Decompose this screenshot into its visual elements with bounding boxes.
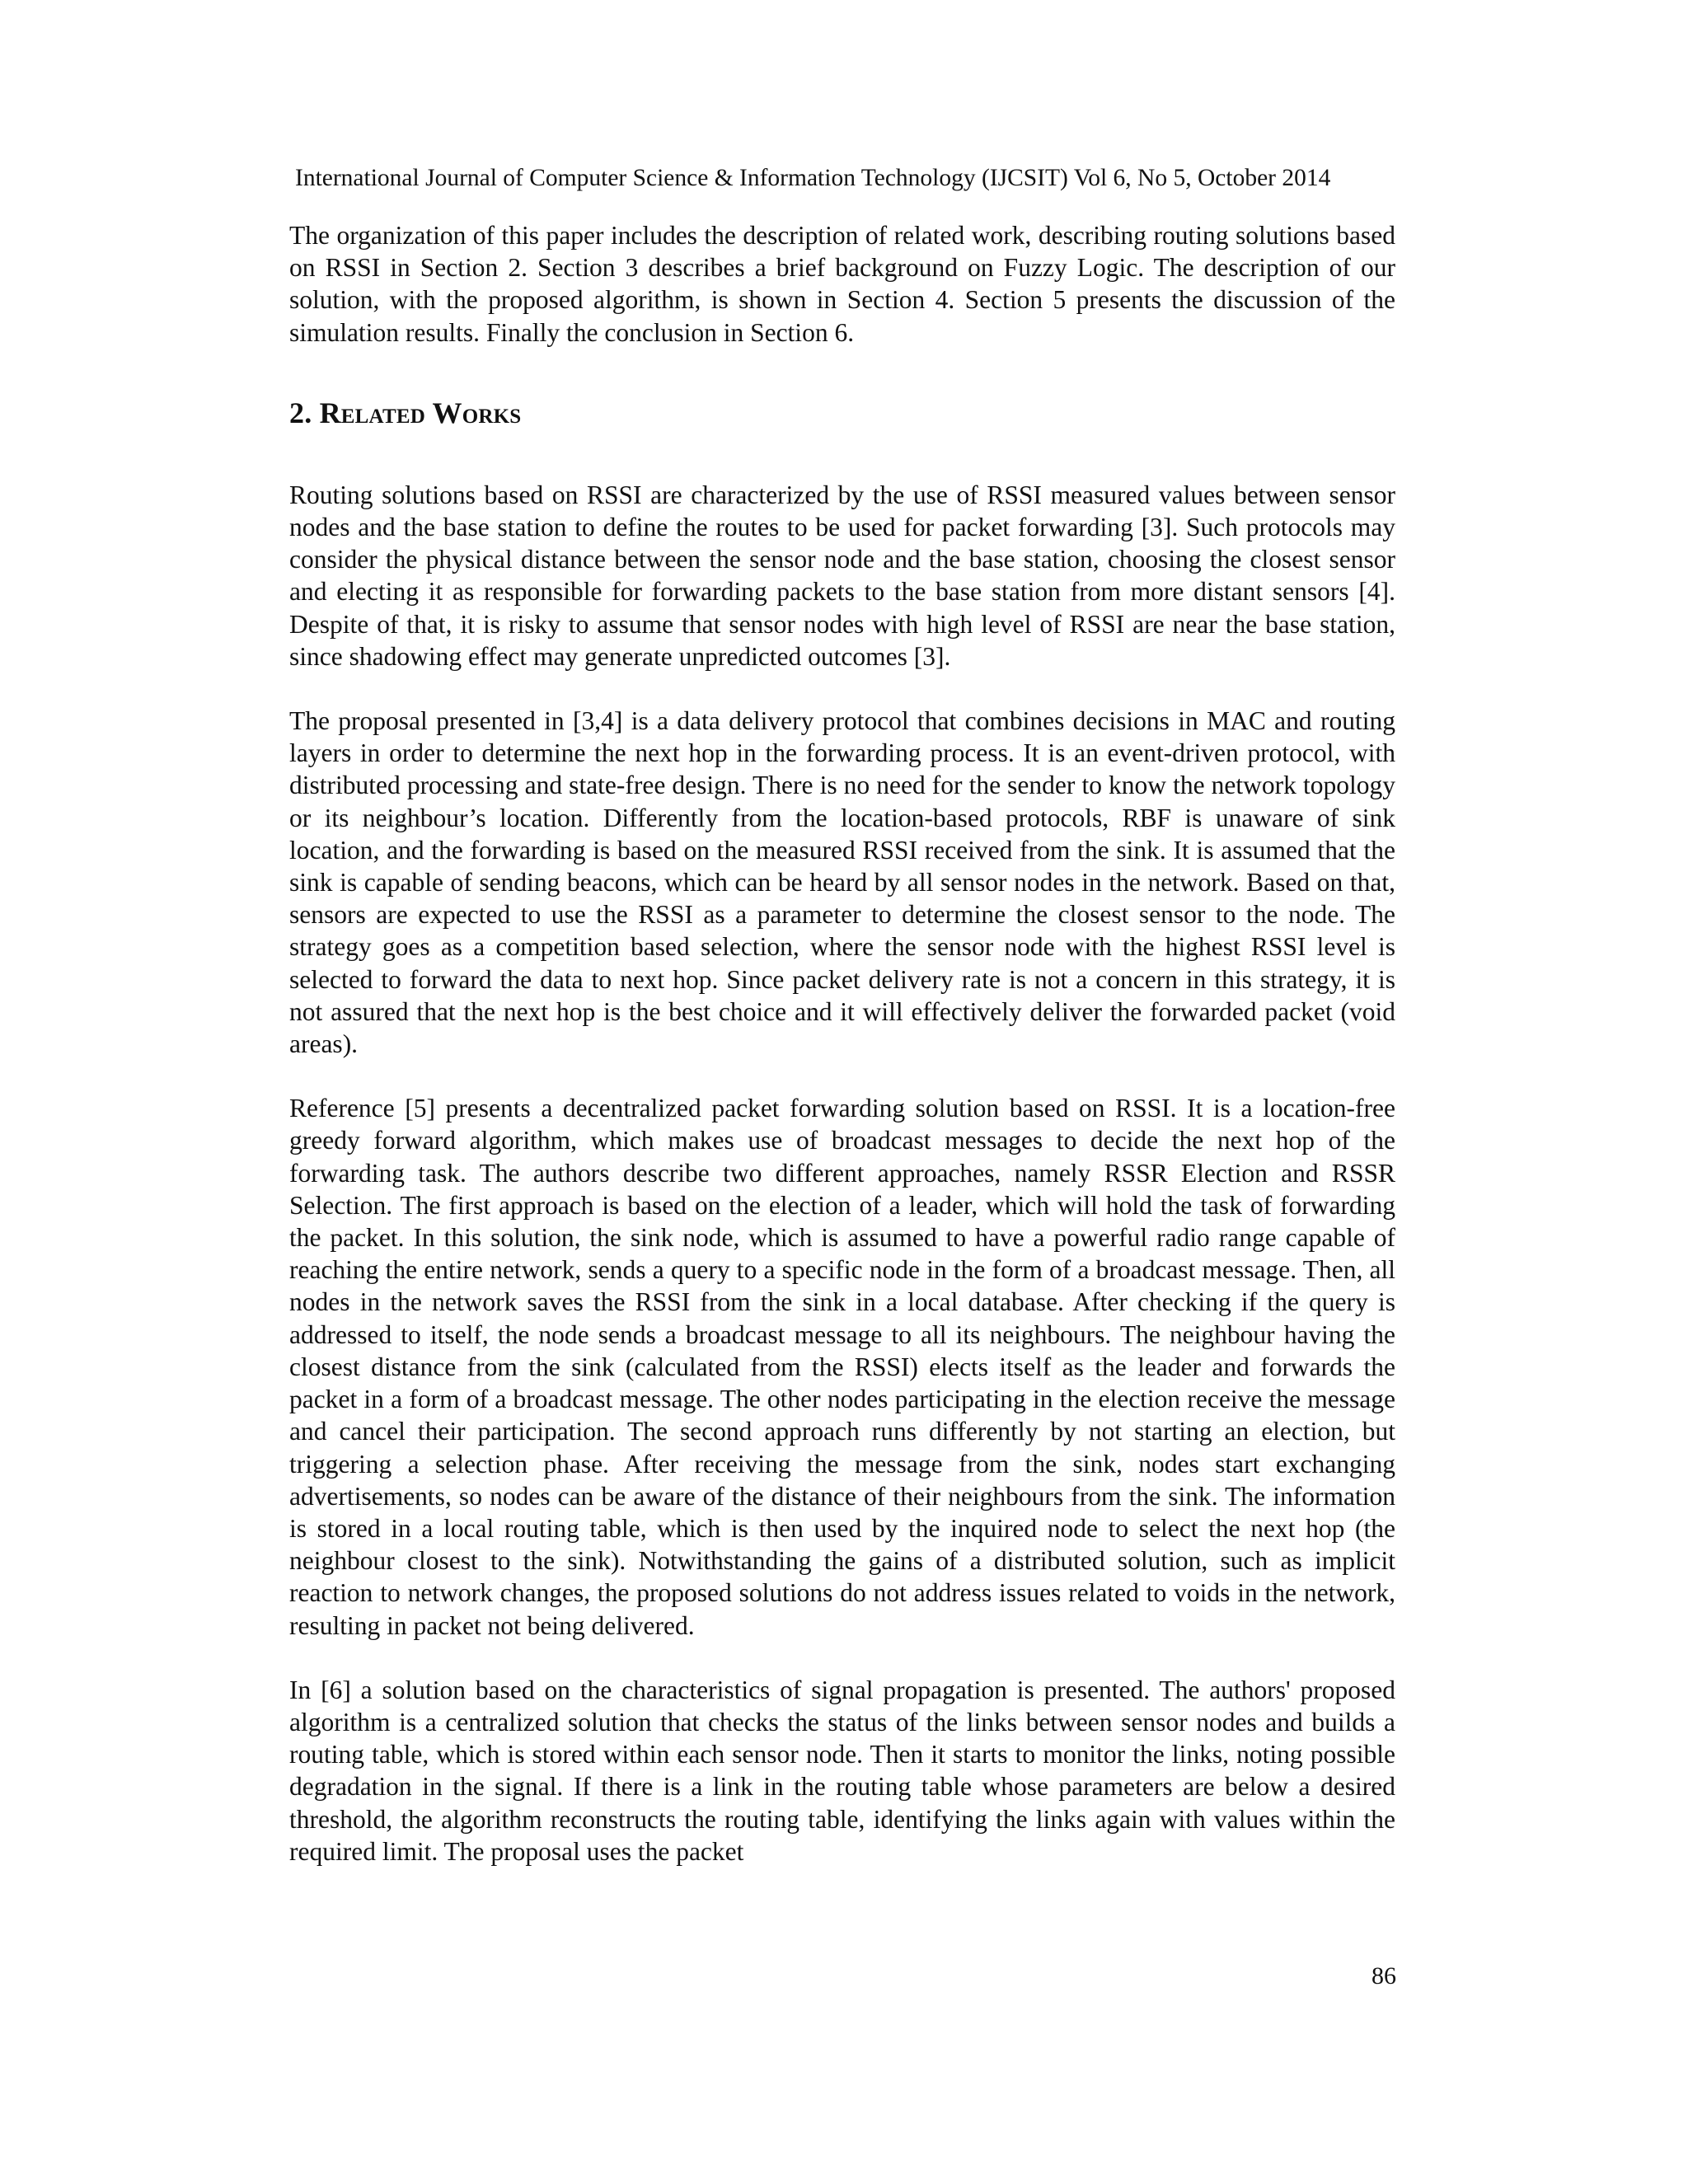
running-header: International Journal of Computer Science & Information Technology (IJCSIT) Vol 6, No 5, October 2014 — [295, 165, 1331, 191]
page-number: 86 — [1372, 1962, 1396, 1990]
paragraph-rssr-approaches: Reference [5] presents a decentralized packet forwarding solution based on RSSI. It is a location-free greedy forward algorithm, which makes use of broadcast messages to decide the next hop of the forwarding task. The authors describe two different approaches, namely RSSR Election and RSSR Selection. The first approach is based on the election of a leader, which will hold the task of forwarding the packet. In this solution, the sink node, which is assumed to have a powerful radio range capable of reaching the entire network, sends a query to a specific node in the form of a broadcast message. Then, all nodes in the network saves the RSSI from the sink in a local database. After checking if the query is addressed to itself, the node sends a broadcast message to all its neighbours. The neighbour having the closest distance from the sink (calculated from the RSSI) elects itself as the leader and forwards the packet in a form of a broadcast message. The other nodes participating in the election receive the message and cancel their participation. The second approach runs differently by not starting an election, but triggering a selection phase. After receiving the message from the sink, nodes start exchanging advertisements, so nodes can be aware of the distance of their neighbours from the sink. The information is stored in a local routing table, which is then used by the inquired node to select the next hop (the neighbour closest to the sink). Notwithstanding the gains of a distributed solution, such as implicit reaction to network changes, the proposed solutions do not address issues related to voids in the network, resulting in packet not being delivered. — [289, 1094, 1395, 1640]
paragraph-rbf-protocol: The proposal presented in [3,4] is a data delivery protocol that combines decisions in MAC and routing layers in order to determine the next hop in the forwarding process. It is an event-driven protocol, with distributed processing and state-free design. There is no need for the sender to know the network topology or its neighbour’s location. Differently from the location-based protocols, RBF is unaware of sink location, and the forwarding is based on the measured RSSI received from the sink. It is assumed that the sink is capable of sending beacons, which can be heard by all sensor nodes in the network. Based on that, sensors are expected to use the RSSI as a parameter to determine the closest sensor to the node. The strategy goes as a competition based selection, where the sensor node with the highest RSSI level is selected to forward the data to next hop. Since packet delivery rate is not a concern in this strategy, it is not assured that the next hop is the best choice and it will effectively deliver the forwarded packet (void areas). — [289, 706, 1395, 1059]
section-heading: 2. Related Works — [289, 396, 522, 429]
paragraph-signal-propagation: In [6] a solution based on the characteristics of signal propagation is presented. The authors' proposed algorithm is a centralized solution that checks the status of the links between sensor nodes and builds a routing table, which is stored within each sensor node. Then it starts to monitor the links, noting possible degradation in the signal. If there is a link in the routing table whose parameters are below a desired threshold, the algorithm reconstructs the routing table, identifying the links again with values within the required limit. The proposal uses the packet — [289, 1675, 1395, 1866]
page-body — [289, 219, 1395, 1868]
paragraph-rssi-routing: Routing solutions based on RSSI are characterized by the use of RSSI measured values between sensor nodes and the base station to define the routes to be used for packet forwarding [3]. Such protocols may consider the physical distance between the sensor node and the base station, choosing the closest sensor and electing it as responsible for forwarding packets to the base station from more distant sensors [4]. Despite of that, it is risky to assume that sensor nodes with high level of RSSI are near the base station, since shadowing effect may generate unpredicted outcomes [3]. — [289, 480, 1395, 671]
intro-paragraph: The organization of this paper includes the description of related work, describing routing solutions based on RSSI in Section 2. Section 3 describes a brief background on Fuzzy Logic. The description of our solution, with the proposed algorithm, is shown in Section 4. Section 5 presents the discussion of the simulation results. Finally the conclusion in Section 6. — [289, 221, 1395, 347]
